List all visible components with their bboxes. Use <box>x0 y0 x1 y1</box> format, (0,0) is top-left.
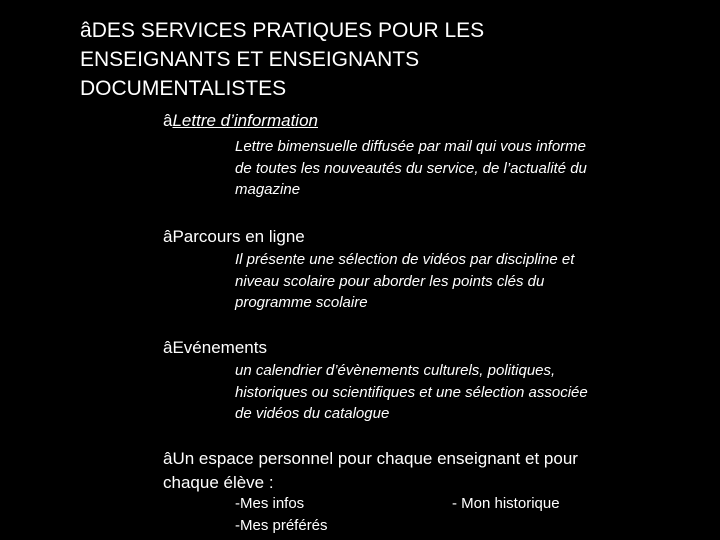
title-line-2: ENSEIGNANTS ET ENSEIGNANTS <box>80 48 420 71</box>
bullet-marker: â <box>163 227 173 246</box>
sub-item-mon-historique: - Mon historique <box>452 495 560 512</box>
bullet-marker: â <box>163 338 173 357</box>
parcours-en-ligne-label: Parcours en ligne <box>172 227 305 246</box>
bullet-parcours-en-ligne <box>163 226 305 248</box>
title-marker: â <box>80 19 92 42</box>
sub-item-mes-infos: -Mes infos <box>235 495 305 512</box>
title-line-3: DOCUMENTALISTES <box>80 77 287 100</box>
parcours-en-ligne-description: Il présente une sélection de vidéos par discipline et niveau scolaire pour aborder les points clés du programme scolaire <box>235 251 575 311</box>
title-line-1: âDES SERVICES PRATIQUES POUR LES <box>80 19 485 42</box>
evenements-label: Evénements <box>172 338 267 357</box>
bullet-marker: â <box>163 449 173 468</box>
bullet-lettre-information[interactable] <box>163 110 318 132</box>
bullet-evenements <box>163 337 267 359</box>
sub-item-mes-preferes: -Mes préférés <box>235 517 328 534</box>
bullet-marker: â <box>163 111 173 130</box>
evenements-description: un calendrier d’évènements culturels, politiques, historiques ou scientifiques et une sélection associée de vidéos du catalogue <box>235 362 588 422</box>
lettre-information-link[interactable]: Lettre d’information <box>172 111 318 130</box>
lettre-information-description: Lettre bimensuelle diffusée par mail qui vous informe de toutes les nouveautés du service, de l’actualité du magazine <box>235 138 587 198</box>
bullet-espace-personnel: âUn espace personnel pour chaque enseignant et pour chaque élève : <box>163 449 578 492</box>
slide-title <box>80 16 700 103</box>
